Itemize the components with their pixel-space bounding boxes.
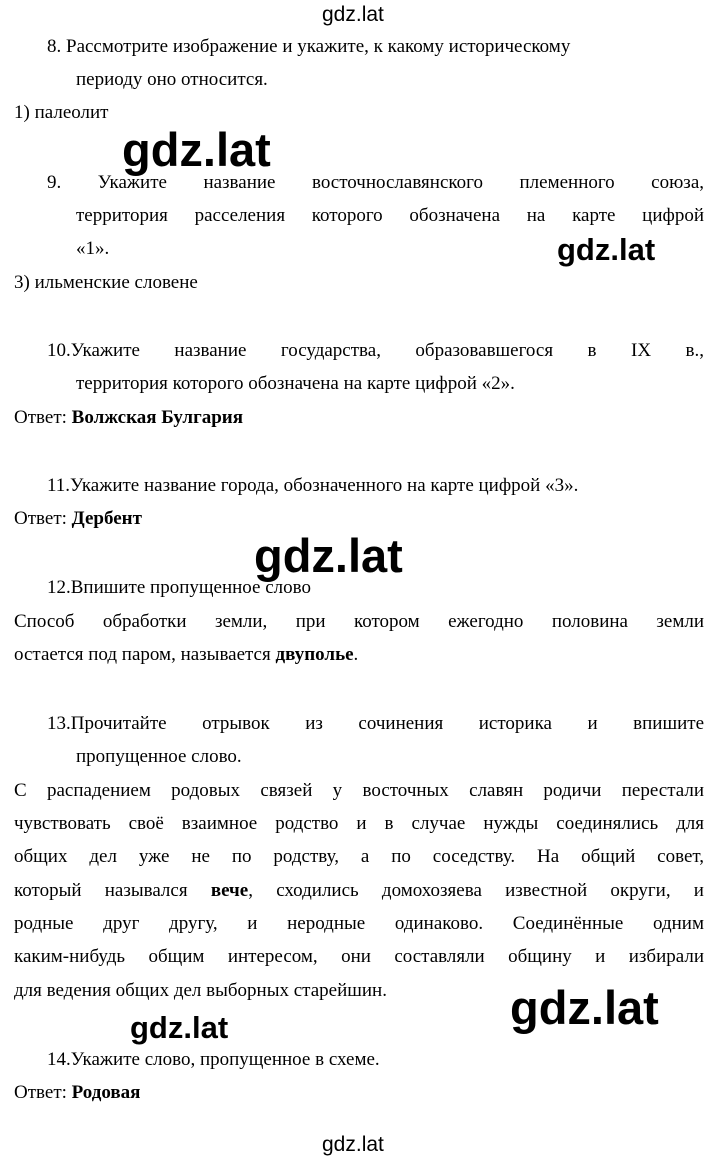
q13-p3: общих дел уже не по родству, а по соседству. На общий совет, — [14, 846, 704, 867]
q13-p1: С распадением родовых связей у восточных славян родичи перестали — [14, 780, 704, 801]
q10-answer: Ответ: Волжская Булгария — [14, 407, 243, 428]
q13-p6: каким-нибудь общим интересом, они составляли общину и избирали — [14, 946, 704, 967]
q14-answer-value: Родовая — [71, 1082, 141, 1103]
q12-answer-value: двуполье — [275, 644, 354, 665]
q9-line1: 9. Укажите название восточнославянского племенного союза, — [47, 172, 704, 193]
q12-text2: остается под паром, называется двуполье. — [14, 644, 359, 665]
watermark-2: gdz.lat — [557, 232, 656, 267]
q13-p4: который назывался вече, сходились домохозяева известной округи, и — [14, 880, 704, 901]
q13-p7: для ведения общих дел выборных старейшин. — [14, 980, 387, 1001]
watermark-bottom: gdz.lat — [322, 1133, 384, 1156]
q10-line1: 10.Укажите название государства, образовавшегося в IX в., — [47, 340, 704, 361]
q13-line1: 13.Прочитайте отрывок из сочинения историка и впишите — [47, 713, 704, 734]
q12-line1: 12.Впишите пропущенное слово — [47, 577, 311, 598]
q14-line1: 14.Укажите слово, пропущенное в схеме. — [47, 1049, 380, 1070]
q10-answer-value: Волжская Булгария — [71, 407, 243, 428]
q8-answer: 1) палеолит — [14, 102, 109, 123]
watermark-4: gdz.lat — [510, 981, 659, 1034]
q10-line2: территория которого обозначена на карте цифрой «2». — [76, 373, 515, 394]
q8-line2: периоду оно относится. — [76, 69, 268, 90]
q11-answer: Ответ: Дербент — [14, 508, 142, 529]
q13-answer-value: вече — [210, 880, 249, 901]
q9-answer: 3) ильменские словене — [14, 272, 198, 293]
q9-line2: территория расселения которого обозначена на карте цифрой — [76, 205, 704, 226]
q11-line1: 11.Укажите название города, обозначенного на карте цифрой «3». — [47, 475, 579, 496]
q13-p5: родные друг другу, и неродные одинаково. Соединённые одним — [14, 913, 704, 934]
q11-answer-value: Дербент — [71, 508, 142, 529]
watermark-1: gdz.lat — [122, 123, 271, 176]
q13-p2: чувствовать своё взаимное родство и в случае нужды соединялись для — [14, 813, 704, 834]
q12-text1: Способ обработки земли, при котором ежегодно половина земли — [14, 611, 704, 632]
watermark-3: gdz.lat — [254, 529, 403, 582]
watermark-5: gdz.lat — [130, 1010, 229, 1045]
q8-line1: 8. Рассмотрите изображение и укажите, к какому историческому — [47, 36, 571, 57]
q14-answer: Ответ: Родовая — [14, 1082, 141, 1103]
q13-line2: пропущенное слово. — [76, 746, 242, 767]
q9-line3: «1». — [76, 238, 110, 259]
watermark-top: gdz.lat — [322, 3, 384, 26]
